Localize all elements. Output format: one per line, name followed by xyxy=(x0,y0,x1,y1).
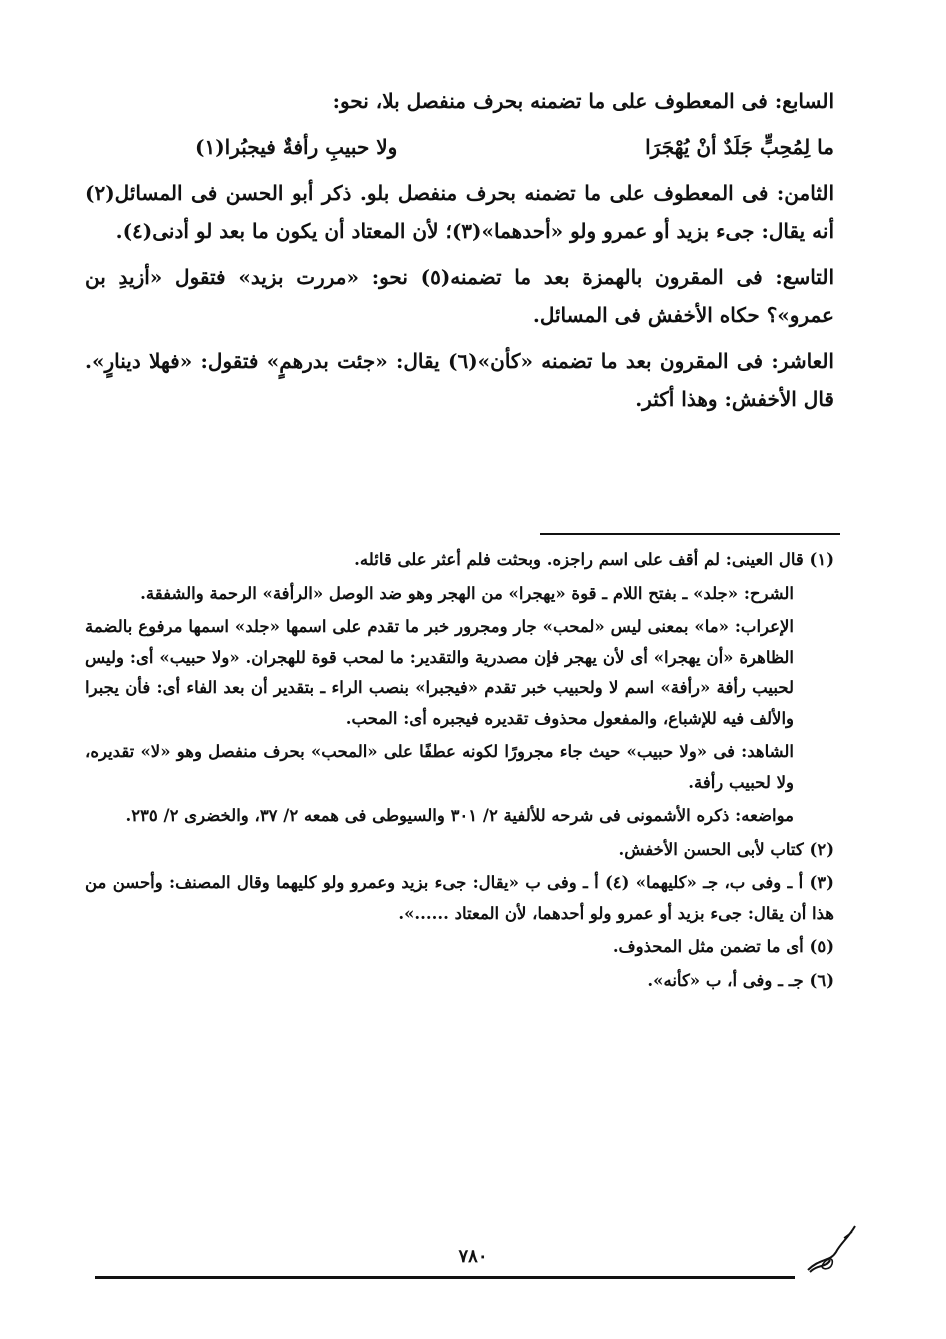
paragraph-tenth: العاشر: فى المقرون بعد ما تضمنه «كأن»(٦) يقال: «جئت بدرهمٍ» فتقول: «فهلا دينارٍ». قال الأخفش: وهذا أكثر. xyxy=(85,349,834,411)
footnote-6: (٦) جـ ـ وفى أ، ب «كأنه». xyxy=(647,970,834,990)
paragraph-seventh: السابع: فى المعطوف على ما تضمنه بحرف منفصل بلا، نحو: xyxy=(332,89,834,113)
paragraph-ninth: التاسع: فى المقرون بالهمزة بعد ما تضمنه(٥) نحو: «مررت بزيد» فتقول «أزيدِ بن عمرو»؟ حكاه الأخفش فى المسائل. xyxy=(85,265,834,327)
footnote-1-sharh: الشرح: «جلد» ـ بفتح اللام ـ قوة «يهجرا» من الهجر وهو ضد الوصل «الرأفة» الرحمة والشفقة. xyxy=(140,583,794,603)
ornament-flourish-icon xyxy=(800,1218,860,1278)
footnote-3-4: (٣) أ ـ وفى ب، جـ «كليهما» (٤) أ ـ وفى ب «يقال: جىء بزيد وعمرو ولو كليهما وقال المصنف: وأحسن من هذا أن يقال: جىء بزيد أو عمرو ولو أحدهما، لأن المعتاد ......». xyxy=(85,873,834,923)
verse-second-hemistich: ولا حبيبِ رأفةٌ فيجبُرا(١) xyxy=(195,135,398,159)
footnote-2: (٢) كتاب لأبى الحسن الأخفش. xyxy=(618,839,834,859)
footnote-1-irab: الإعراب: «ما» بمعنى ليس «لمحب» جار ومجرور خبر ما تقدم على اسمها «جلد» اسمها مرفوع بالضمة الظاهرة «أن يهجرا» أى لأن يهجر فإن مصدرية والتقدير: ما لمحب قوة للهجران. «ولا حبيب» أى: وليس لحبيب رأفة «رأفة» اسم لا ولحبيب خبر تقدم «فيجبرا» بنصب الراء ـ بتقدير أن بعد الفاء أى: فأن يجبرا والألف فيه للإشباع، والمفعول محذوف تقديره فيجبره أى: المحب. xyxy=(85,617,794,728)
verse-first-hemistich: ما لِمُحِبٍّ جَلَدٌ أنْ يُهْجَرَا xyxy=(645,135,834,159)
footnote-1: (١) قال العينى: لم أقف على اسم راجزه. وبحثت فلم أعثر على قائله. xyxy=(354,550,834,569)
footnote-separator xyxy=(540,533,840,535)
footnote-1-mawadi: مواضعه: ذكره الأشمونى فى شرحه للألفية ٢/ ٣٠١ والسيوطى فى همعه ٢/ ٣٧، والخضرى ٢/ ٢٣٥. xyxy=(125,806,794,825)
page-number: ٧٨٠ xyxy=(458,1246,488,1267)
paragraph-eighth: الثامن: فى المعطوف على ما تضمنه بحرف منفصل بلو. ذكر أبو الحسن فى المسائل(٢) أنه يقال: جىء بزيد أو عمرو ولو «أحدهما»(٣)؛ لأن المعتاد أن يكون ما بعد لو أدنى(٤). xyxy=(85,181,834,243)
footnote-5: (٥) أى ما تضمن مثل المحذوف. xyxy=(612,937,834,956)
footnotes xyxy=(85,545,834,999)
footnote-1-shahid: الشاهد: فى «ولا حبيب» حيث جاء مجرورًا لكونه عطفًا على «المحب» بحرف منفصل وهو «لا» تقديره، ولا لحبيب رأفة. xyxy=(85,742,794,792)
main-text xyxy=(85,82,834,426)
bottom-rule xyxy=(95,1276,795,1279)
poetry-verse xyxy=(85,128,834,166)
